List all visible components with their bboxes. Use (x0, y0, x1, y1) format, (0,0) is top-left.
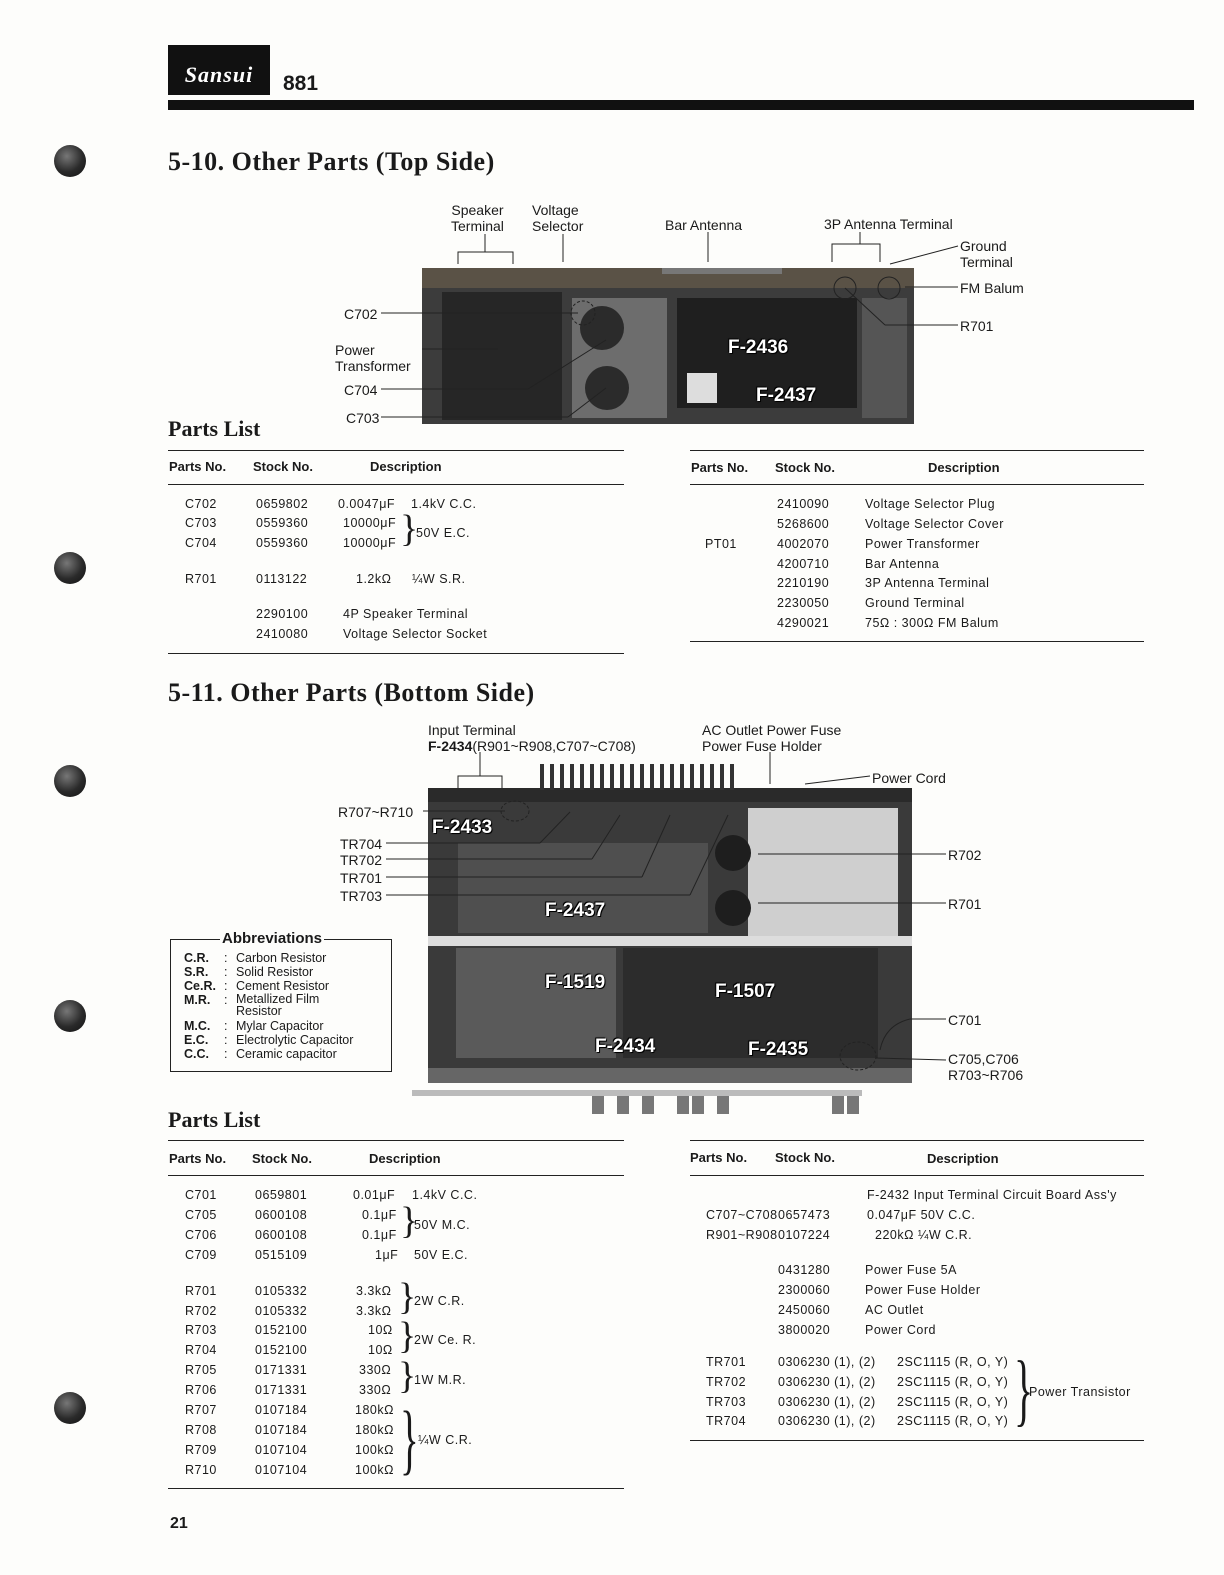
label-r707-r710: R707~R710 (338, 804, 414, 820)
board-label-f2437-bottom: F-2437 (545, 900, 606, 921)
brace: } (400, 1395, 419, 1482)
label-bar-antenna: Bar Antenna (665, 217, 743, 233)
section-title-top: 5-10. Other Parts (Top Side) (168, 147, 495, 176)
col-stock-no: Stock No. (253, 459, 313, 474)
abbreviations-title: Abbreviations (222, 930, 323, 947)
brace: } (1014, 1346, 1034, 1434)
brace: } (398, 1315, 417, 1357)
table-rule (168, 1488, 624, 1489)
label-c701: C701 (948, 1012, 982, 1028)
label-ground-terminal: Ground Terminal (960, 238, 1013, 270)
table-rule (168, 484, 624, 485)
label-voltage-selector: Voltage Selector (532, 202, 584, 234)
label-c704: C704 (344, 382, 378, 398)
table-rule (168, 450, 624, 451)
col-stock-no: Stock No. (775, 460, 835, 475)
board-label-f2435: F-2435 (748, 1039, 809, 1060)
label-fm-balum: FM Balum (960, 280, 1024, 296)
brace: } (398, 1276, 417, 1318)
board-label-f1507: F-1507 (715, 981, 776, 1002)
group-spec: 2W Ce. R. (414, 1333, 477, 1347)
group-spec: 1W M.R. (414, 1373, 467, 1387)
label-c702: C702 (344, 306, 378, 322)
col-parts-no: Parts No. (169, 459, 227, 474)
label-3p-antenna: 3P Antenna Terminal (824, 216, 953, 232)
table-rule (168, 1175, 624, 1176)
top-callout-lines (0, 0, 1224, 460)
brace: } (400, 1200, 419, 1242)
brace: } (400, 508, 419, 550)
table-rule (690, 484, 1144, 485)
group-spec: ¼W C.R. (418, 1433, 473, 1447)
col-parts-no: Parts No. (691, 460, 749, 475)
col-parts-no: Parts No. (169, 1151, 227, 1166)
label-c703: C703 (346, 410, 380, 426)
table-rule (690, 641, 1144, 642)
label-ac-outlet: AC Outlet Power Fuse (702, 722, 842, 738)
table-rule (690, 1440, 1144, 1441)
col-description: Description (928, 460, 1000, 475)
label-r703-r706: R703~R706 (948, 1067, 1024, 1083)
label-r701-bottom: R701 (948, 896, 982, 912)
label-input-terminal: Input Terminal (428, 722, 516, 738)
brand-logo: Sansui (168, 45, 270, 95)
table-rule (690, 1175, 1144, 1176)
table-rule (690, 450, 1144, 451)
col-parts-no: Parts No. (690, 1150, 748, 1165)
label-c705-c706: C705,C706 (948, 1051, 1019, 1067)
table-rule (690, 1140, 1144, 1141)
parts-list-title-bottom: Parts List (168, 1107, 261, 1132)
group-spec: 50V E.C. (416, 526, 471, 540)
col-stock-no: Stock No. (252, 1151, 312, 1166)
label-r702: R702 (948, 847, 982, 863)
label-r701-top: R701 (960, 318, 994, 334)
label-tr701: TR701 (340, 870, 383, 886)
col-description: Description (927, 1151, 999, 1166)
label-tr704: TR704 (340, 836, 383, 852)
label-f2434-range: F-2434(R901~R908,C707~C708) (428, 738, 636, 754)
label-tr703: TR703 (340, 888, 383, 904)
table-rule (168, 1140, 624, 1141)
label-speaker-terminal: Speaker Terminal (451, 202, 504, 234)
table-rule (168, 653, 624, 654)
label-power-transformer: Power Transformer (335, 342, 411, 374)
board-label-f2436: F-2436 (728, 337, 789, 358)
binder-hole (54, 1392, 86, 1424)
label-tr702: TR702 (340, 852, 383, 868)
board-label-f2437: F-2437 (756, 385, 817, 406)
label-power-cord: Power Cord (872, 770, 946, 786)
board-label-f2433: F-2433 (432, 817, 493, 838)
group-spec: 50V M.C. (414, 1218, 471, 1232)
section-title-bottom: 5-11. Other Parts (Bottom Side) (168, 678, 535, 707)
group-spec: Power Transistor (1029, 1385, 1131, 1399)
board-label-f2434: F-2434 (595, 1036, 656, 1057)
col-description: Description (369, 1151, 441, 1166)
parts-list-title-top: Parts List (168, 416, 261, 441)
col-description: Description (370, 459, 442, 474)
label-fuse-holder: Power Fuse Holder (702, 738, 822, 754)
page-number: 21 (170, 1515, 188, 1532)
model-number: 881 (283, 72, 319, 95)
col-stock-no: Stock No. (775, 1150, 835, 1165)
brace: } (398, 1355, 417, 1397)
board-label-f1519: F-1519 (545, 972, 606, 993)
group-spec: 2W C.R. (414, 1294, 465, 1308)
binder-hole (54, 552, 86, 584)
